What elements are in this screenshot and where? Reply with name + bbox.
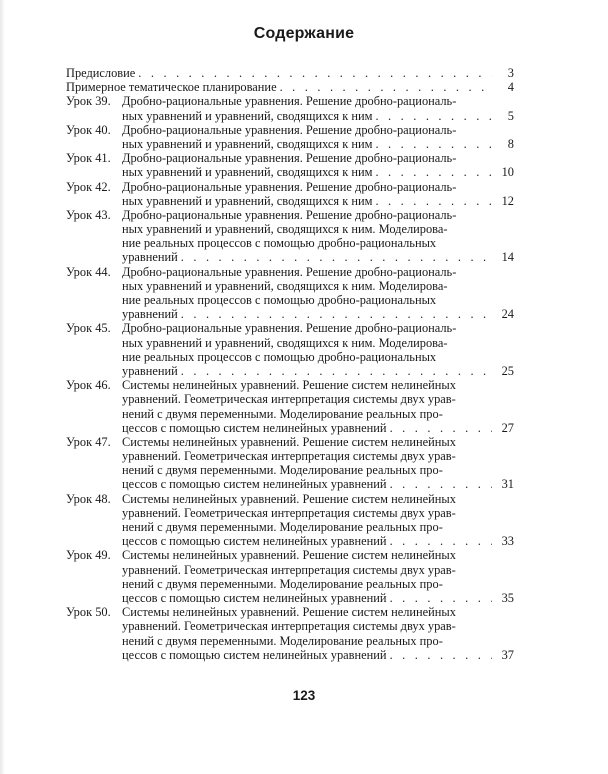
toc-page-number: 35 (501, 590, 514, 605)
lesson-title-line: нений с двумя переменными. Моделирование реальных про- (122, 520, 443, 534)
dot-leader (387, 534, 492, 548)
lesson-title-line: Дробно-рациональные уравнения. Решение дробно-рациональ- (122, 207, 457, 222)
toc-page-number: 3 (507, 66, 514, 80)
lesson-title-line: ных уравнений и уравнений, сводящихся к ним. Моделирова- (122, 222, 448, 237)
lesson-title (122, 378, 514, 435)
toc-page-number: 10 (501, 165, 514, 180)
lesson-entry (66, 151, 514, 179)
lesson-title-line: нений с двумя переменными. Моделирование реальных про- (122, 633, 443, 648)
toc-page-number: 14 (501, 250, 514, 265)
lesson-entry (66, 492, 514, 549)
page-edge-shadow (0, 0, 5, 774)
page-title: Содержание (253, 25, 355, 42)
lesson-entry (66, 605, 514, 662)
lesson-title-line (122, 165, 514, 179)
page-number: 123 (292, 688, 316, 703)
lesson-title-line (122, 534, 514, 548)
lesson-label: Урок 49. (66, 548, 111, 563)
lesson-title-text: цессов с помощью систем нелинейных уравнений (122, 534, 387, 549)
lesson-title (122, 435, 514, 492)
lesson-title-line: уравнений. Геометрическая интерпретация системы двух урав- (122, 392, 456, 407)
lesson-title-text: уравнений (122, 250, 178, 265)
dot-leader (387, 421, 492, 435)
lesson-label: Урок 47. (66, 434, 111, 449)
lesson-entry (66, 321, 514, 378)
lesson-entry (66, 123, 514, 151)
lesson-label: Урок 45. (66, 321, 111, 336)
lesson-title-text: цессов с помощью систем нелинейных уравнений (122, 590, 387, 605)
lesson-title-line: нений с двумя переменными. Моделирование реальных про- (122, 463, 443, 478)
dot-leader (135, 66, 492, 80)
dot-leader (372, 109, 492, 123)
lesson-title-line: Системы нелинейных уравнений. Решение систем нелинейных (122, 378, 456, 393)
lesson-list (66, 94, 514, 662)
lesson-title-text: уравнений (122, 363, 178, 378)
lesson-title (122, 94, 514, 122)
lesson-title-line: уравнений. Геометрическая интерпретация системы двух урав- (122, 619, 456, 634)
lesson-title-line (122, 477, 514, 491)
toc-page-number: 24 (501, 307, 514, 322)
lesson-title-line: ние реальных процессов с помощью дробно-рациональных (122, 236, 437, 251)
toc-page-number: 4 (507, 80, 514, 95)
lesson-title-text: ных уравнений и уравнений, сводящихся к ним (122, 193, 373, 208)
lesson-title-text: уравнений (122, 307, 178, 322)
lesson-title-line: уравнений. Геометрическая интерпретация системы двух урав- (122, 562, 456, 577)
lesson-title (122, 548, 514, 605)
dot-leader (387, 591, 492, 605)
toc-page-number: 27 (501, 420, 514, 435)
lesson-title-text: ных уравнений и уравнений, сводящихся к ним (122, 165, 373, 180)
table-of-contents (66, 66, 514, 662)
lesson-label: Урок 50. (66, 605, 111, 620)
lesson-title-line: ных уравнений и уравнений, сводящихся к ним. Моделирова- (122, 335, 448, 350)
lesson-title-line: ние реальных процессов с помощью дробно-рациональных (122, 349, 437, 364)
lesson-entry (66, 378, 514, 435)
lesson-title-line: нений с двумя переменными. Моделирование реальных про- (122, 406, 443, 421)
front-matter (66, 66, 514, 94)
lesson-title-line: Дробно-рациональные уравнения. Решение дробно-рациональ- (122, 94, 457, 109)
lesson-entry (66, 208, 514, 265)
lesson-title-text: цессов с помощью систем нелинейных уравнений (122, 420, 387, 435)
lesson-title-line: Дробно-рациональные уравнения. Решение дробно-рациональ- (122, 151, 457, 166)
dot-leader (178, 250, 492, 264)
toc-entry-title: Примерное тематическое планирование (66, 80, 277, 95)
lesson-title (122, 492, 514, 549)
lesson-title (122, 321, 514, 378)
lesson-title-line (122, 421, 514, 435)
lesson-label: Урок 48. (66, 491, 111, 506)
lesson-title (122, 208, 514, 265)
lesson-label: Урок 40. (66, 122, 111, 137)
toc-entry-title: Предисловие (66, 66, 136, 80)
lesson-title-line: Дробно-рациональные уравнения. Решение дробно-рациональ- (122, 122, 457, 137)
lesson-title-line (122, 307, 514, 321)
lesson-label: Урок 42. (66, 179, 111, 194)
lesson-title (122, 180, 514, 208)
lesson-label: Урок 39. (66, 94, 111, 109)
lesson-title-line: Системы нелинейных уравнений. Решение систем нелинейных (122, 605, 456, 620)
toc-page-number: 37 (501, 647, 514, 662)
lesson-label: Урок 43. (66, 207, 111, 222)
dot-leader (178, 307, 492, 321)
lesson-entry (66, 265, 514, 322)
lesson-title-line: ных уравнений и уравнений, сводящихся к ним. Моделирова- (122, 278, 448, 293)
lesson-entry (66, 435, 514, 492)
toc-page-number: 12 (501, 193, 514, 208)
dot-leader (372, 165, 492, 179)
lesson-title-line: Системы нелинейных уравнений. Решение систем нелинейных (122, 548, 456, 563)
dot-leader (372, 194, 492, 208)
dot-leader (372, 137, 492, 151)
lesson-title-line (122, 648, 514, 662)
dot-leader (277, 80, 492, 94)
toc-page-number: 25 (501, 363, 514, 378)
lesson-title-line: Дробно-рациональные уравнения. Решение дробно-рациональ- (122, 179, 457, 194)
lesson-title-line (122, 364, 514, 378)
toc-page-number: 8 (507, 136, 514, 151)
lesson-entry (66, 180, 514, 208)
toc-entry (66, 80, 514, 94)
lesson-label: Урок 44. (66, 264, 111, 279)
lesson-title-line (122, 109, 514, 123)
lesson-title-line: ние реальных процессов с помощью дробно-рациональных (122, 293, 437, 307)
dot-leader (387, 648, 492, 662)
lesson-title (122, 123, 514, 151)
lesson-title-line: уравнений. Геометрическая интерпретация системы двух урав- (122, 505, 456, 520)
lesson-title (122, 605, 514, 662)
toc-page-number: 31 (501, 477, 514, 492)
toc-entry (66, 66, 514, 80)
lesson-title-text: ных уравнений и уравнений, сводящихся к ним (122, 136, 373, 151)
lesson-title (122, 151, 514, 179)
lesson-title-line: Системы нелинейных уравнений. Решение систем нелинейных (122, 434, 456, 449)
lesson-title-text: цессов с помощью систем нелинейных уравнений (122, 477, 387, 492)
lesson-title-line: уравнений. Геометрическая интерпретация системы двух урав- (122, 449, 456, 464)
lesson-title-line (122, 137, 514, 151)
lesson-title-line: Дробно-рациональные уравнения. Решение дробно-рациональ- (122, 321, 457, 336)
lesson-title-text: цессов с помощью систем нелинейных уравнений (122, 647, 387, 662)
toc-page-number: 5 (507, 108, 514, 123)
lesson-label: Урок 46. (66, 378, 111, 393)
lesson-title-line: Дробно-рациональные уравнения. Решение дробно-рациональ- (122, 264, 457, 279)
lesson-title (122, 265, 514, 322)
toc-page-number: 33 (501, 534, 514, 549)
lesson-title-line: Системы нелинейных уравнений. Решение систем нелинейных (122, 491, 456, 506)
lesson-title-line (122, 591, 514, 605)
lesson-entry (66, 548, 514, 605)
lesson-title-line (122, 250, 514, 264)
lesson-entry (66, 94, 514, 122)
dot-leader (387, 477, 492, 491)
lesson-label: Урок 41. (66, 151, 111, 166)
lesson-title-text: ных уравнений и уравнений, сводящихся к ним (122, 108, 373, 123)
lesson-title-line: нений с двумя переменными. Моделирование реальных про- (122, 576, 443, 591)
dot-leader (178, 364, 492, 378)
lesson-title-line (122, 194, 514, 208)
